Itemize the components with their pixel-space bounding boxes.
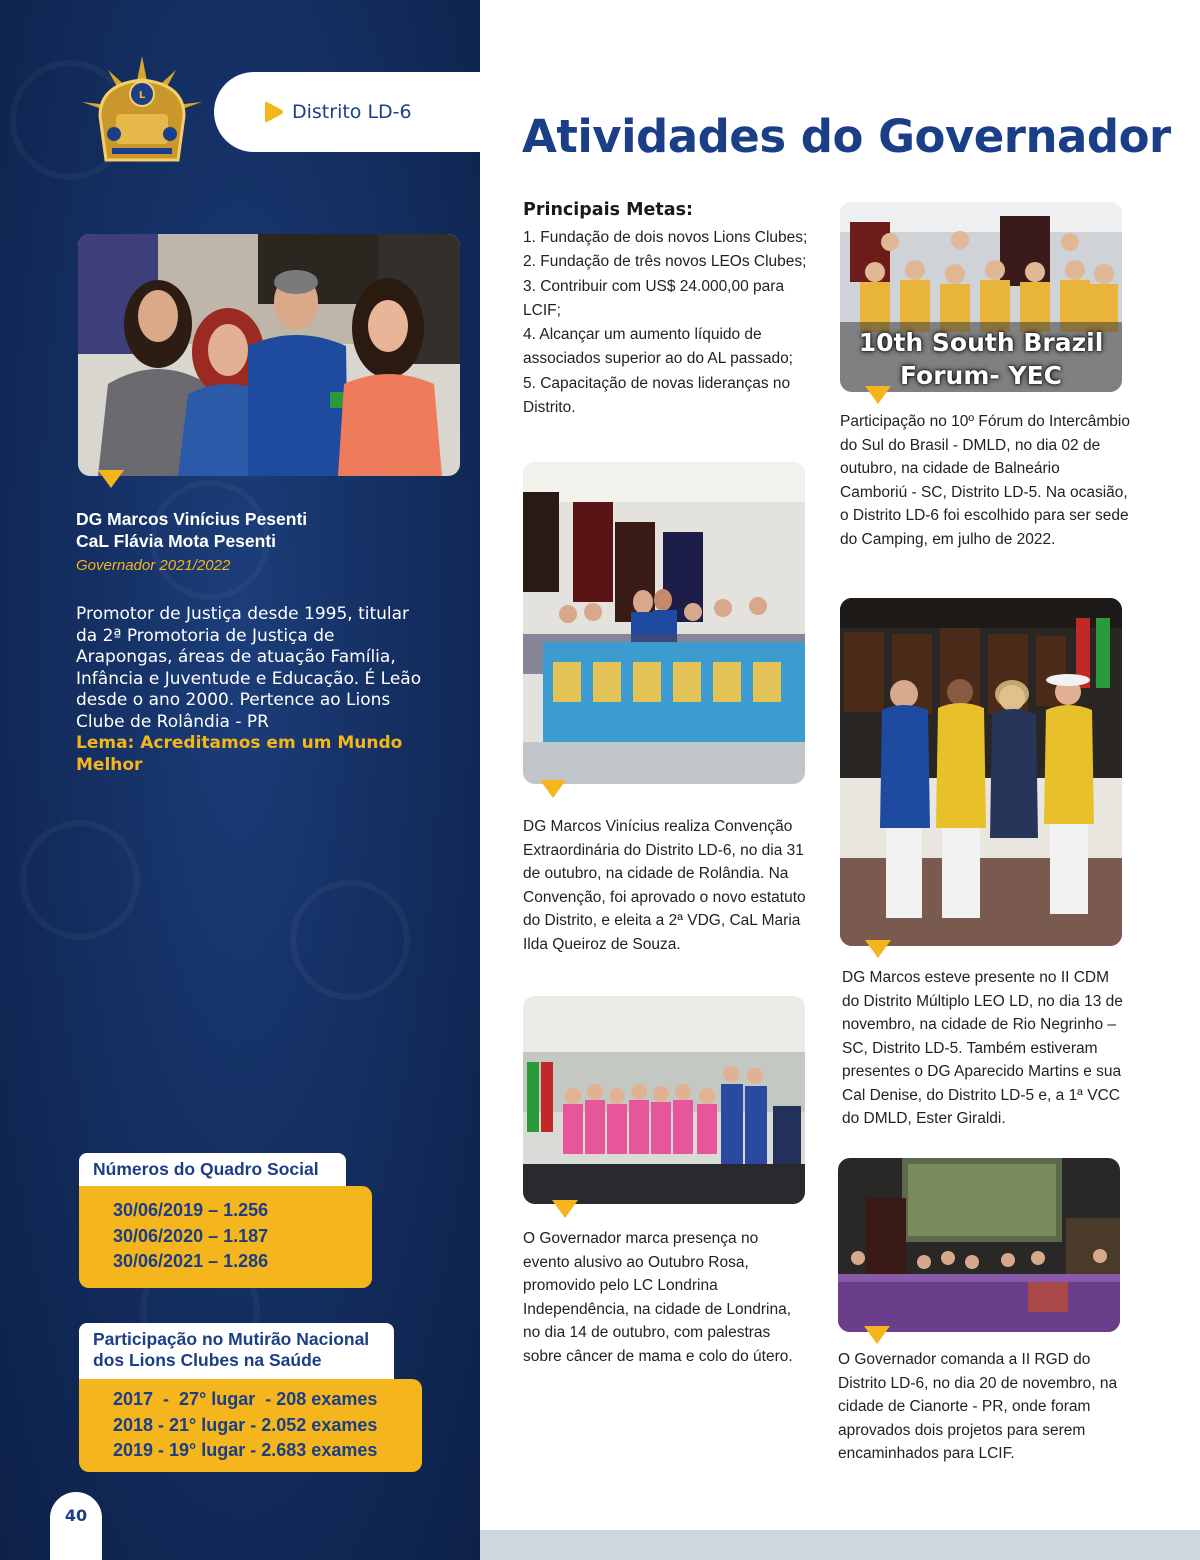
outubro-rosa-caption: O Governador marca presença no evento alusivo ao Outubro Rosa, promovido pelo LC Londrina Independência, na cidade de Londrina, no dia 14 de outubro, com palestras sobre câncer de mama e colo do útero. [523,1230,793,1365]
governor-bio-block [76,604,426,776]
goal-item: 2. Fundação de três novos LEOs Clubes; [523,253,807,271]
membership-box [79,1186,372,1288]
district-label: Distrito LD-6 [292,101,412,123]
health-campaign-row: 2019 - 19° lugar - 2.683 exames [113,1440,378,1460]
forum-overlay-line: Forum- YEC [899,361,1063,390]
membership-title: Números do Quadro Social [79,1153,346,1186]
forum-photo-overlay [840,326,1122,392]
membership-row: 30/06/2021 – 1.286 [113,1251,269,1271]
goals-list [523,226,813,420]
outubro-rosa-photo [523,996,805,1204]
governor-names [76,508,456,552]
goal-item: LCIF; [523,301,561,319]
down-triangle-icon [552,1200,578,1218]
forum-photo [840,202,1122,392]
page-title: Atividades do Governador [522,110,1171,163]
health-campaign-title-line: dos Lions Clubes na Saúde [93,1350,322,1370]
goal-item: 1. Fundação de dois novos Lions Clubes; [523,229,808,246]
governor-motto: Lema: Acreditamos em um Mundo Melhor [76,733,403,775]
governor-photo [78,234,460,476]
governor-name: DG Marcos Vinícius Pesenti [76,509,308,529]
health-campaign-row: 2018 - 21° lugar - 2.052 exames [113,1414,378,1435]
membership-row: 30/06/2019 – 1.256 [113,1200,269,1220]
goal-item: associados superior ao do AL passado; [523,350,793,368]
play-triangle-icon [262,101,284,123]
spouse-name: CaL Flávia Mota Pesenti [76,531,277,551]
cdm-photo [840,598,1122,946]
governor-role: Governador 2021/2022 [76,557,231,574]
health-campaign-title [79,1323,394,1379]
goal-item: 3. Contribuir com US$ 24.000,00 para [523,277,785,295]
background-emblem [20,820,140,940]
goal-item: Distrito. [523,399,576,417]
cdm-caption: DG Marcos esteve presente no II CDM do Distrito Múltiplo LEO LD, no dia 13 de novembro, na cidade de Rio Negrinho – SC, Distrito LD-5. Também estiveram presentes o DG Aparecido Martins e sua Cal Denise, do Distrito LD-5 e, a 1ª VCC do DMLD, Ester Giraldi. [842,969,1123,1127]
health-campaign-title-line: Participação no Mutirão Nacional [93,1329,370,1349]
forum-overlay-line: 10th South Brazil [858,328,1104,357]
background-emblem [290,880,410,1000]
district-tab [214,72,480,152]
down-triangle-icon [864,1326,890,1344]
goal-item: 4. Alcançar um aumento líquido de [523,326,762,344]
forum-caption: Participação no 10º Fórum do Intercâmbio do Sul do Brasil - DMLD, no dia 02 de outubro, na cidade de Balneário Camboriú - SC, Distrito LD-5. Na ocasião, o Distrito LD-6 foi escolhido para ser sede do Camping, em julho de 2022. [840,413,1130,548]
rgd-photo [838,1158,1120,1332]
down-triangle-icon [98,470,124,488]
health-campaign-row: 2017 - 27° lugar - 208 exames [113,1389,378,1409]
down-triangle-icon [865,386,891,404]
down-triangle-icon [540,780,566,798]
down-triangle-icon [865,940,891,958]
health-campaign-box [79,1379,422,1472]
goals-heading: Principais Metas: [523,200,694,220]
membership-row: 30/06/2020 – 1.187 [113,1225,269,1246]
convention-photo [523,462,805,784]
convention-caption: DG Marcos Vinícius realiza Convenção Extraordinária do Distrito LD-6, no dia 31 de outubro, na cidade de Rolândia. Na Convenção, foi aprovado o novo estatuto do Distrito, e eleita a 2ª VDG, CaL Maria Ilda Queiroz de Souza. [523,818,806,953]
rgd-caption: O Governador comanda a II RGD do Distrito LD-6, no dia 20 de novembro, na cidade de Cianorte - PR, onde foram aprovados dois projetos para serem encaminhados para LCIF. [838,1351,1118,1462]
bottom-strip [480,1530,1200,1560]
svg-text:L: L [138,90,146,101]
district-logo [78,56,206,168]
goal-item: 5. Capacitação de novas lideranças no [523,374,791,392]
governor-bio: Promotor de Justiça desde 1995, titular da 2ª Promotoria de Justiça de Arapongas, áreas de atuação Família, Infância e Juventude e Educação. É Leão desde o ano 2000. Pertence ao Lions Clube de Rolândia - PR [76,604,422,732]
page-number: 40 [50,1492,102,1560]
